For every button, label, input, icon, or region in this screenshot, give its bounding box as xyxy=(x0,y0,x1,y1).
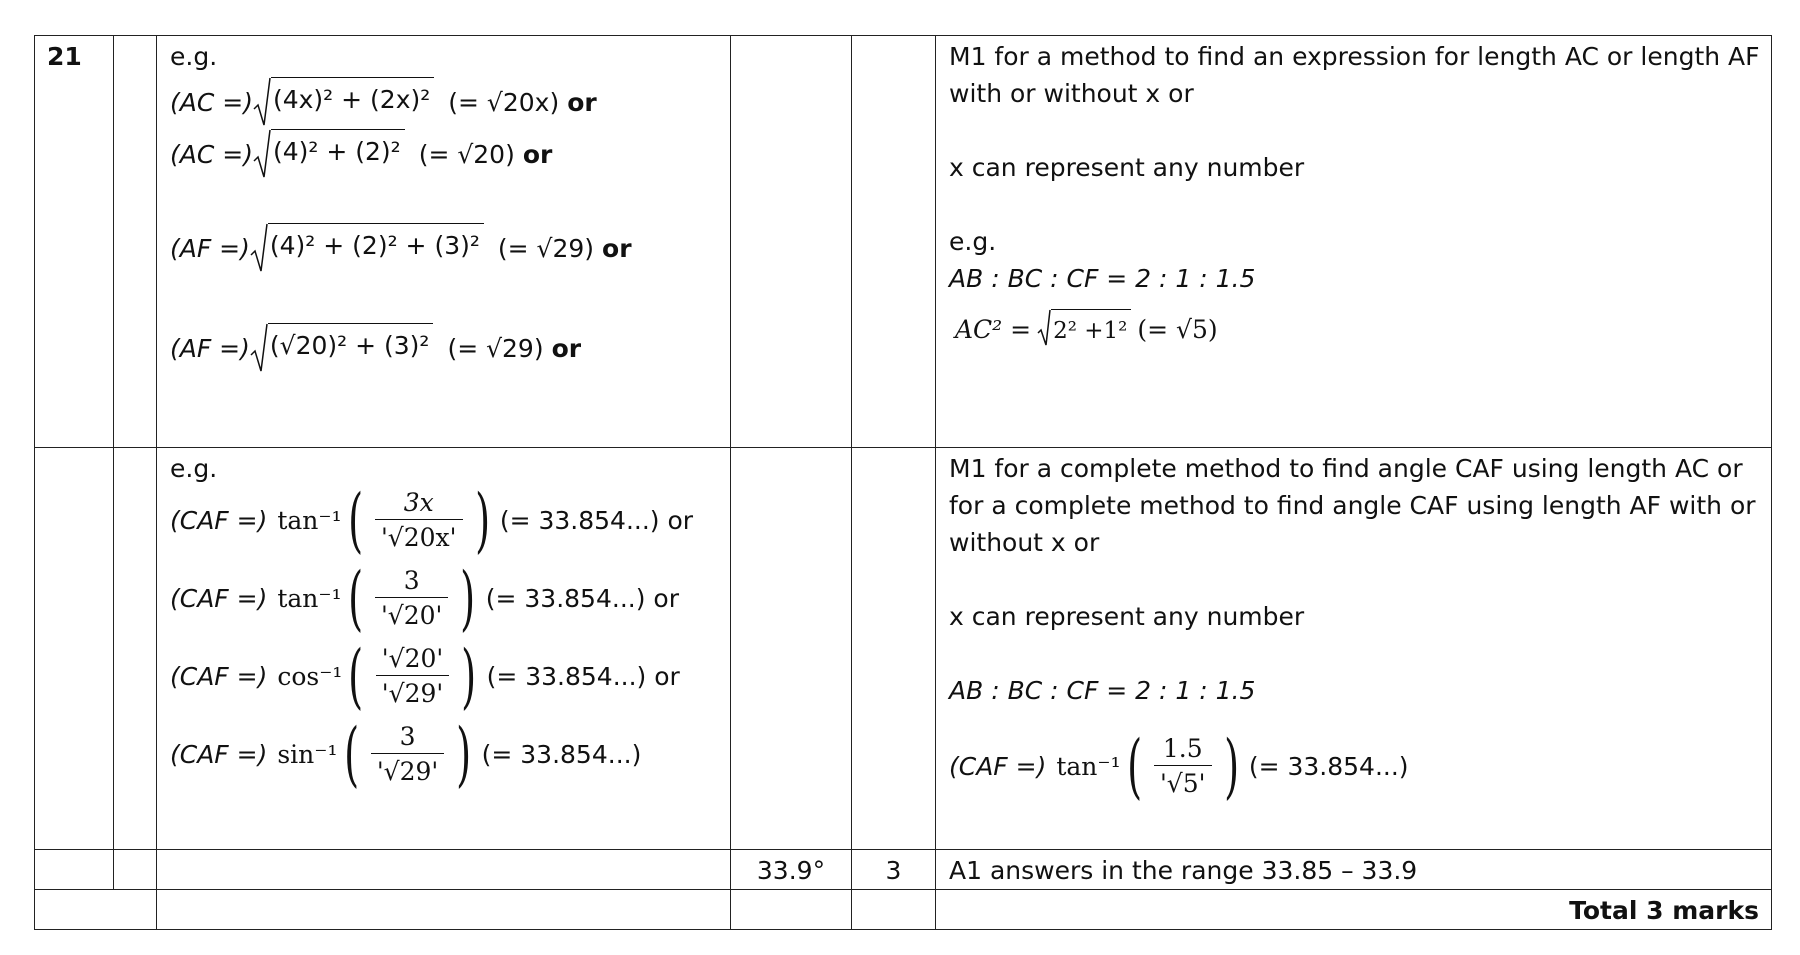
guidance-cell-2 xyxy=(936,448,1772,850)
caf-expression-2: (CAF =) tan⁻¹ ( $\frac{3}{'√20'}$ ) (= 33.854...) or xyxy=(170,557,679,639)
m1-guidance: M1 for a complete method to find angle CAF using length AC or for a complete method to find angle CAF using length AF with or without x or xyxy=(949,454,1756,557)
af-expression-1: (AF =) (4)² + (2)² + (3)² (= √29) or xyxy=(170,223,730,273)
caf-tan-expression: (CAF =) tan⁻¹ ( $\frac{1.5}{'√5'}$ ) (= 33.854...) xyxy=(949,725,1409,807)
caf-expression-3: (CAF =) cos⁻¹ ( $\frac{'√20'}{'√29'}$ ) (= 33.854...) or xyxy=(170,635,680,717)
part-cell xyxy=(114,36,157,448)
ratio: AB : BC : CF = 2 : 1 : 1.5 xyxy=(949,264,1256,293)
answer-cell xyxy=(731,36,852,448)
caf-expression-4: (CAF =) sin⁻¹ ( $\frac{3}{'√29'}$ ) (= 33.854...) xyxy=(170,713,642,795)
table-row xyxy=(35,850,1772,890)
ratio: AB : BC : CF = 2 : 1 : 1.5 xyxy=(949,676,1256,705)
ac-expression-2: (AC =) (4)² + (2)² (= √20) or xyxy=(170,129,730,179)
square-root: (4)² + (2)² + (3)² xyxy=(250,223,484,273)
mark-value: 3 xyxy=(852,850,936,890)
table-row xyxy=(35,36,1772,448)
fraction: $\frac{3x}{'√20x'}$ xyxy=(375,487,463,554)
caf-expression-1: (CAF =) tan⁻¹ ( $\frac{3x}{'√20x'}$ ) (= 33.854...) or xyxy=(170,479,694,561)
square-root: (4)² + (2)² xyxy=(253,129,405,179)
fraction: $\frac{3}{'√20'}$ xyxy=(375,565,449,632)
fraction: $\frac{1.5}{'√5'}$ xyxy=(1154,733,1212,800)
working-cell-2: e.g. (CAF =) tan⁻¹ ( $\frac{3x}{'√20x'}$ ) (= 33.854...) or (CAF =) tan⁻¹ ( $\frac{3}{'√20'}$ ) (= 33.854...) or (CAF =) cos⁻¹ ( $\frac{'√20'}{'√29'}$ ) (= 33.854...) or (CAF =) sin⁻¹ ( $\frac{3}{'√29'}$ ) (= 33.854...) xyxy=(157,448,731,850)
ac-squared-expression: AC² = 2² +1² (= √5) xyxy=(955,309,1771,350)
af-expression-2: (AF =) (√20)² + (3)² (= √29) or xyxy=(170,323,730,373)
m1-guidance: M1 for a method to find an expression for length AC or length AF with or without x or xyxy=(949,42,1760,108)
table-row xyxy=(35,890,1772,930)
note: x can represent any number xyxy=(949,153,1305,182)
note: x can represent any number xyxy=(949,602,1305,631)
square-root: (√20)² + (3)² xyxy=(250,323,434,373)
table-row xyxy=(35,448,1772,850)
question-number: 21 xyxy=(35,36,114,448)
fraction: $\frac{'√20'}{'√29'}$ xyxy=(376,643,450,710)
answer-value: 33.9° xyxy=(731,850,852,890)
mark-scheme-table xyxy=(34,35,1772,930)
guidance-cell-1 xyxy=(936,36,1772,448)
fraction: $\frac{3}{'√29'}$ xyxy=(371,721,445,788)
mark-cell xyxy=(852,36,936,448)
square-root: (4x)² + (2x)² xyxy=(253,77,434,127)
eg-label: e.g. xyxy=(949,227,997,256)
a1-guidance: A1 answers in the range 33.85 – 33.9 xyxy=(936,850,1772,890)
ac-expression-1: (AC =) (4x)² + (2x)² (= √20x) or xyxy=(170,77,730,127)
eg-label: e.g. xyxy=(170,42,218,71)
working-cell-1 xyxy=(157,36,731,448)
square-root: 2² +1² xyxy=(1037,309,1131,350)
total-marks: Total 3 marks xyxy=(936,890,1772,930)
